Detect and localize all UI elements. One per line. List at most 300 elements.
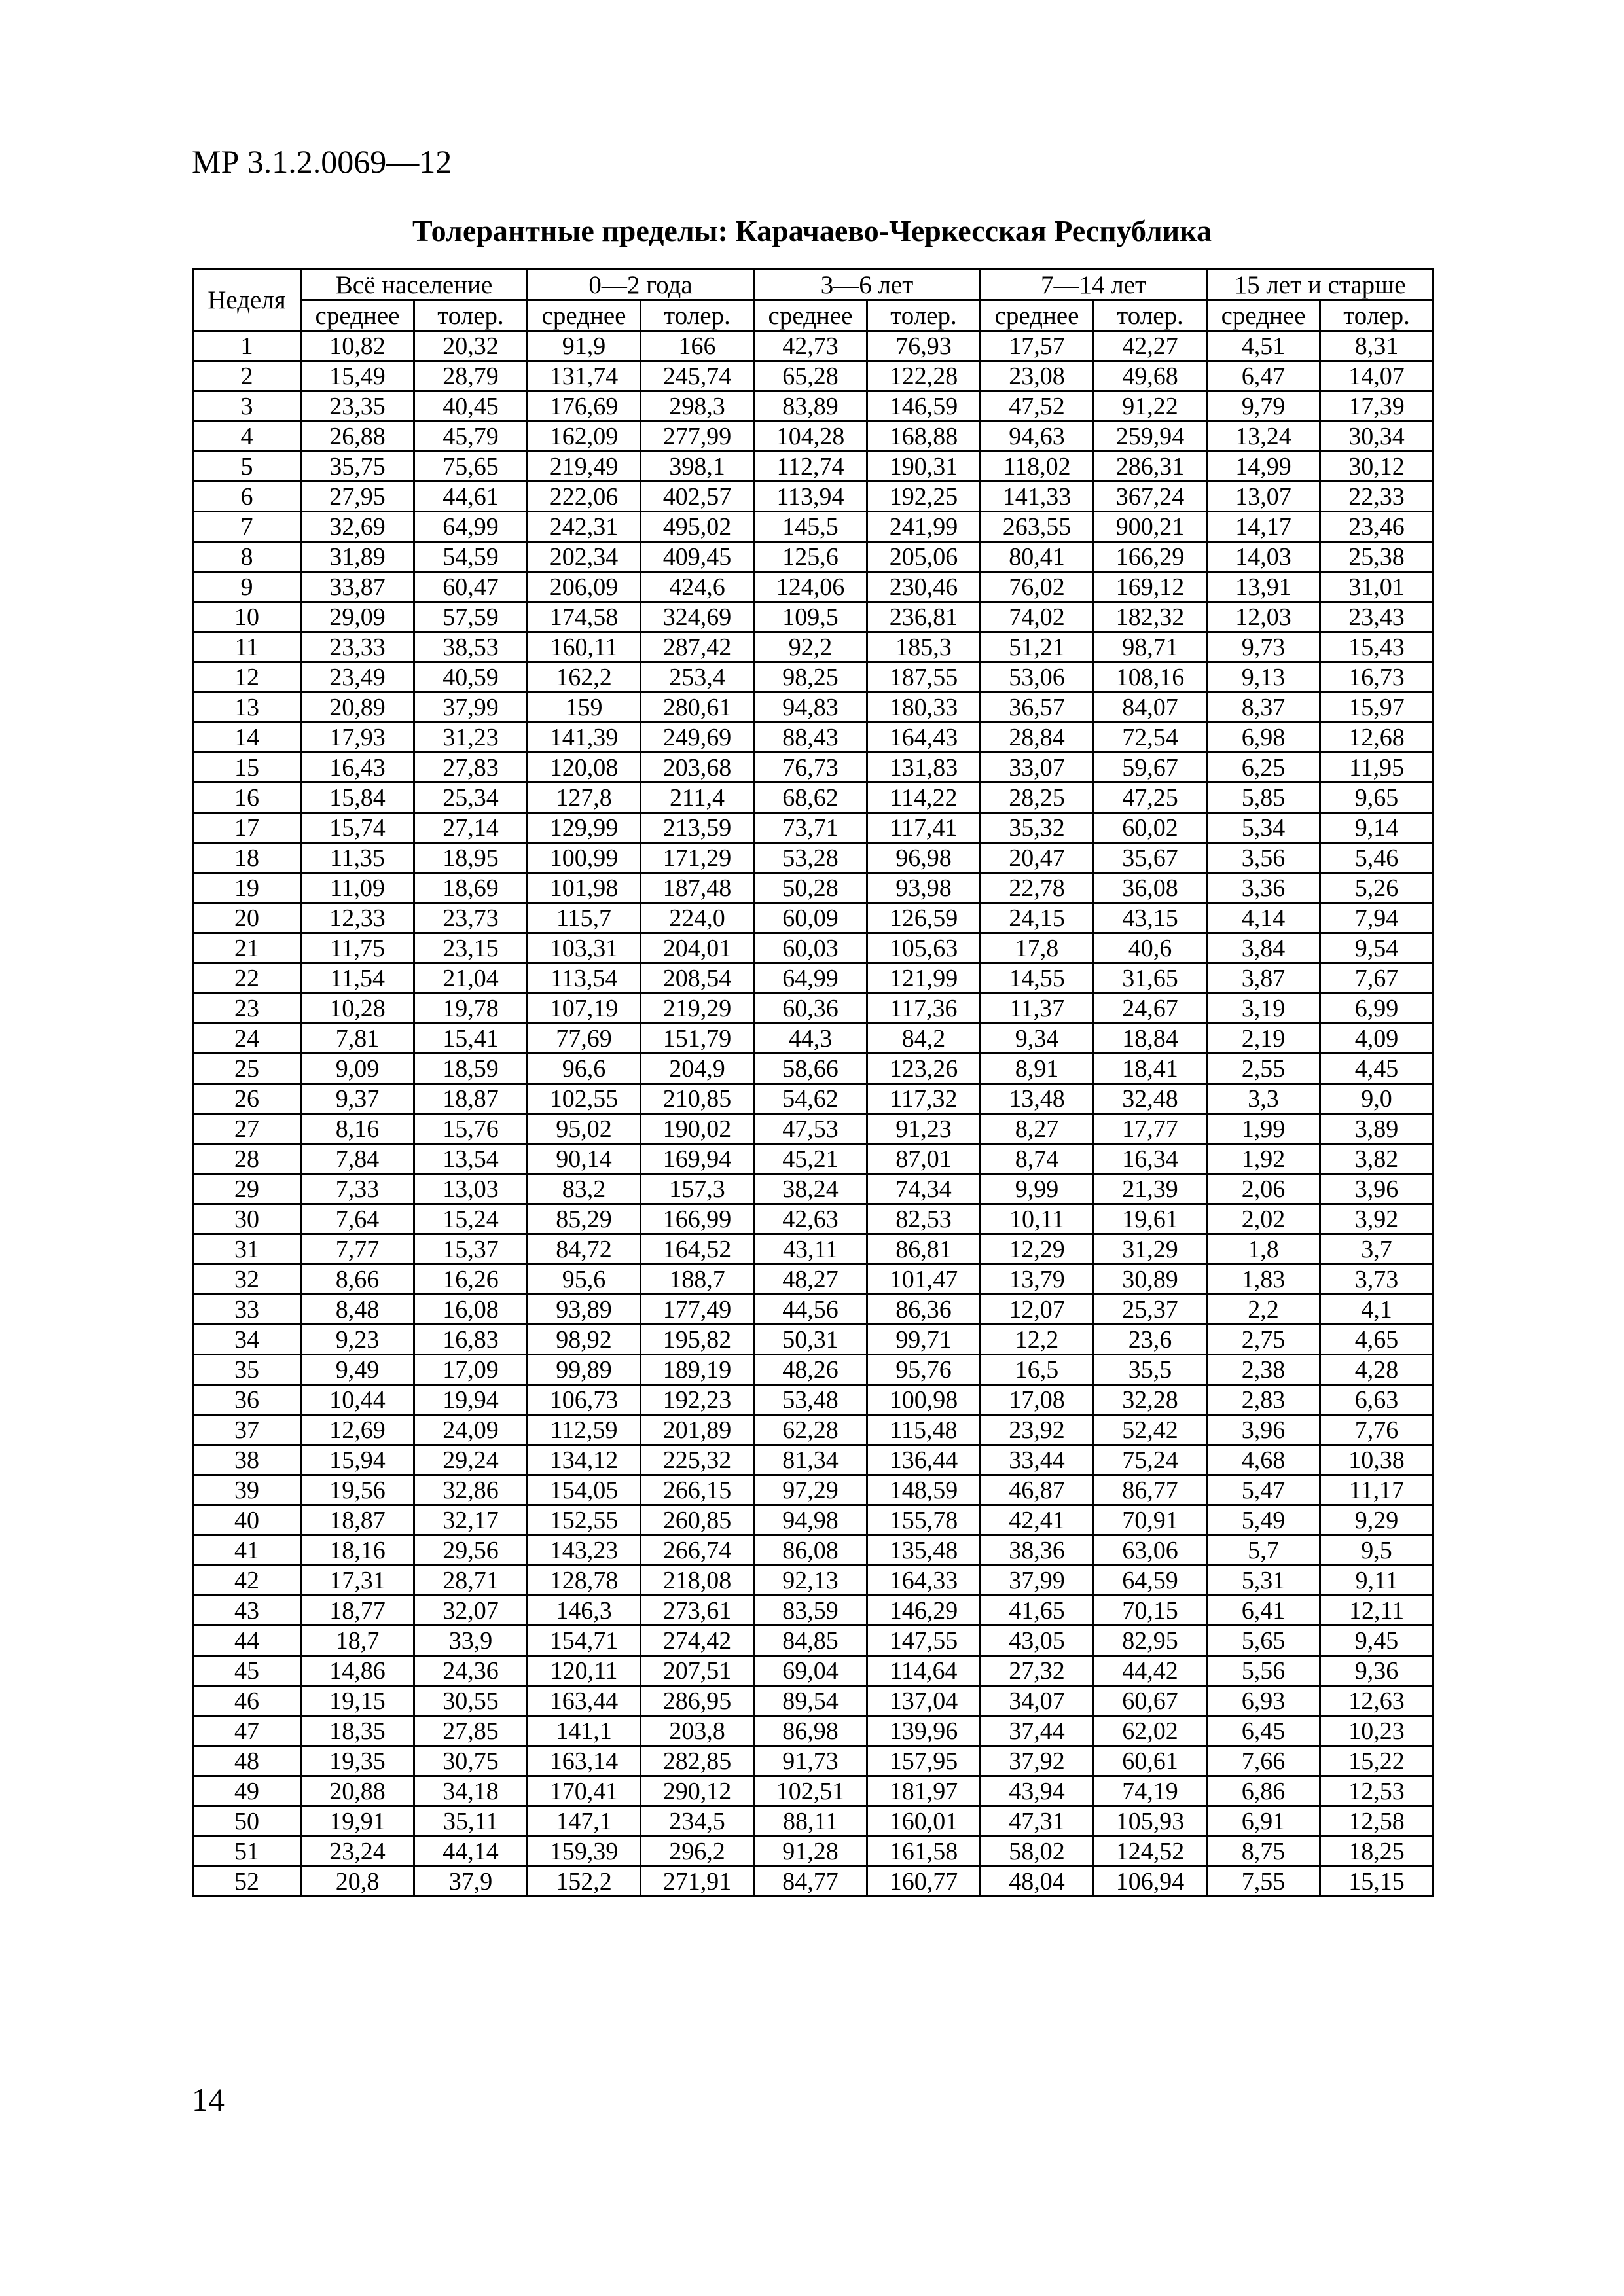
- value-cell: 5,65: [1207, 1626, 1320, 1656]
- sub-header-mean: среднее: [528, 300, 641, 331]
- value-cell: 64,99: [754, 963, 867, 994]
- value-cell: 6,93: [1207, 1686, 1320, 1716]
- value-cell: 92,13: [754, 1566, 867, 1596]
- value-cell: 37,92: [981, 1746, 1094, 1776]
- table-row: [193, 1505, 1434, 1535]
- week-cell: 16: [193, 783, 301, 813]
- value-cell: 74,34: [867, 1174, 981, 1204]
- value-cell: 260,85: [641, 1505, 754, 1535]
- value-cell: 3,82: [1320, 1144, 1434, 1174]
- value-cell: 9,5: [1320, 1535, 1434, 1566]
- sub-header-tolerance: толер.: [414, 300, 528, 331]
- value-cell: 147,1: [528, 1806, 641, 1837]
- value-cell: 70,91: [1094, 1505, 1207, 1535]
- value-cell: 3,96: [1320, 1174, 1434, 1204]
- group-header-age-3-6: 3—6 лет: [754, 270, 981, 300]
- value-cell: 4,28: [1320, 1355, 1434, 1385]
- value-cell: 113,54: [528, 963, 641, 994]
- table-row: [193, 1445, 1434, 1475]
- value-cell: 14,99: [1207, 452, 1320, 482]
- value-cell: 169,12: [1094, 572, 1207, 602]
- value-cell: 17,93: [301, 723, 414, 753]
- sub-header-mean: среднее: [301, 300, 414, 331]
- value-cell: 33,9: [414, 1626, 528, 1656]
- value-cell: 31,29: [1094, 1234, 1207, 1265]
- value-cell: 236,81: [867, 602, 981, 632]
- value-cell: 13,03: [414, 1174, 528, 1204]
- value-cell: 8,74: [981, 1144, 1094, 1174]
- value-cell: 11,17: [1320, 1475, 1434, 1505]
- value-cell: 18,7: [301, 1626, 414, 1656]
- value-cell: 13,79: [981, 1265, 1094, 1295]
- value-cell: 16,34: [1094, 1144, 1207, 1174]
- value-cell: 58,02: [981, 1837, 1094, 1867]
- value-cell: 117,41: [867, 813, 981, 843]
- value-cell: 164,33: [867, 1566, 981, 1596]
- value-cell: 75,24: [1094, 1445, 1207, 1475]
- value-cell: 30,75: [414, 1746, 528, 1776]
- value-cell: 117,32: [867, 1084, 981, 1114]
- value-cell: 70,15: [1094, 1596, 1207, 1626]
- group-header-all-population: Всё население: [301, 270, 528, 300]
- value-cell: 286,95: [641, 1686, 754, 1716]
- value-cell: 82,95: [1094, 1626, 1207, 1656]
- value-cell: 18,59: [414, 1054, 528, 1084]
- value-cell: 23,92: [981, 1415, 1094, 1445]
- value-cell: 108,16: [1094, 662, 1207, 692]
- value-cell: 224,0: [641, 903, 754, 933]
- week-cell: 3: [193, 391, 301, 422]
- value-cell: 27,14: [414, 813, 528, 843]
- table-row: [193, 1716, 1434, 1746]
- value-cell: 115,48: [867, 1415, 981, 1445]
- value-cell: 298,3: [641, 391, 754, 422]
- week-cell: 29: [193, 1174, 301, 1204]
- value-cell: 135,48: [867, 1535, 981, 1566]
- value-cell: 187,48: [641, 873, 754, 903]
- value-cell: 2,2: [1207, 1295, 1320, 1325]
- value-cell: 6,41: [1207, 1596, 1320, 1626]
- value-cell: 402,57: [641, 482, 754, 512]
- value-cell: 15,74: [301, 813, 414, 843]
- value-cell: 6,25: [1207, 753, 1320, 783]
- week-cell: 51: [193, 1837, 301, 1867]
- week-cell: 45: [193, 1656, 301, 1686]
- table-row: [193, 813, 1434, 843]
- value-cell: 287,42: [641, 632, 754, 662]
- value-cell: 7,94: [1320, 903, 1434, 933]
- value-cell: 121,99: [867, 963, 981, 994]
- value-cell: 35,11: [414, 1806, 528, 1837]
- value-cell: 9,45: [1320, 1626, 1434, 1656]
- value-cell: 30,89: [1094, 1265, 1207, 1295]
- value-cell: 48,26: [754, 1355, 867, 1385]
- value-cell: 60,03: [754, 933, 867, 963]
- value-cell: 11,09: [301, 873, 414, 903]
- value-cell: 192,25: [867, 482, 981, 512]
- value-cell: 98,92: [528, 1325, 641, 1355]
- value-cell: 147,55: [867, 1626, 981, 1656]
- value-cell: 69,04: [754, 1656, 867, 1686]
- value-cell: 3,87: [1207, 963, 1320, 994]
- value-cell: 155,78: [867, 1505, 981, 1535]
- value-cell: 19,35: [301, 1746, 414, 1776]
- value-cell: 273,61: [641, 1596, 754, 1626]
- table-row: [193, 632, 1434, 662]
- value-cell: 249,69: [641, 723, 754, 753]
- value-cell: 15,15: [1320, 1867, 1434, 1897]
- value-cell: 23,46: [1320, 512, 1434, 542]
- value-cell: 45,79: [414, 422, 528, 452]
- value-cell: 33,07: [981, 753, 1094, 783]
- value-cell: 190,31: [867, 452, 981, 482]
- value-cell: 29,09: [301, 602, 414, 632]
- value-cell: 95,02: [528, 1114, 641, 1144]
- week-column-header: Неделя: [193, 270, 301, 331]
- value-cell: 91,73: [754, 1746, 867, 1776]
- value-cell: 94,83: [754, 692, 867, 723]
- week-cell: 18: [193, 843, 301, 873]
- value-cell: 10,44: [301, 1385, 414, 1415]
- value-cell: 18,87: [301, 1505, 414, 1535]
- table-row: [193, 933, 1434, 963]
- table-row: [193, 422, 1434, 452]
- value-cell: 15,22: [1320, 1746, 1434, 1776]
- value-cell: 367,24: [1094, 482, 1207, 512]
- value-cell: 17,39: [1320, 391, 1434, 422]
- value-cell: 73,71: [754, 813, 867, 843]
- value-cell: 75,65: [414, 452, 528, 482]
- value-cell: 157,3: [641, 1174, 754, 1204]
- value-cell: 134,12: [528, 1445, 641, 1475]
- value-cell: 125,6: [754, 542, 867, 572]
- value-cell: 3,92: [1320, 1204, 1434, 1234]
- value-cell: 9,65: [1320, 783, 1434, 813]
- value-cell: 195,82: [641, 1325, 754, 1355]
- value-cell: 1,92: [1207, 1144, 1320, 1174]
- value-cell: 11,75: [301, 933, 414, 963]
- value-cell: 8,31: [1320, 331, 1434, 361]
- value-cell: 162,09: [528, 422, 641, 452]
- value-cell: 126,59: [867, 903, 981, 933]
- value-cell: 9,11: [1320, 1566, 1434, 1596]
- value-cell: 43,94: [981, 1776, 1094, 1806]
- value-cell: 136,44: [867, 1445, 981, 1475]
- value-cell: 9,0: [1320, 1084, 1434, 1114]
- value-cell: 113,94: [754, 482, 867, 512]
- value-cell: 18,25: [1320, 1837, 1434, 1867]
- value-cell: 14,55: [981, 963, 1094, 994]
- table-row: [193, 843, 1434, 873]
- value-cell: 80,41: [981, 542, 1094, 572]
- value-cell: 31,65: [1094, 963, 1207, 994]
- table-row: [193, 1415, 1434, 1445]
- value-cell: 41,65: [981, 1596, 1094, 1626]
- value-cell: 33,44: [981, 1445, 1094, 1475]
- week-cell: 25: [193, 1054, 301, 1084]
- value-cell: 15,84: [301, 783, 414, 813]
- week-cell: 39: [193, 1475, 301, 1505]
- value-cell: 131,74: [528, 361, 641, 391]
- value-cell: 102,51: [754, 1776, 867, 1806]
- value-cell: 15,41: [414, 1024, 528, 1054]
- value-cell: 31,23: [414, 723, 528, 753]
- value-cell: 65,28: [754, 361, 867, 391]
- value-cell: 162,2: [528, 662, 641, 692]
- value-cell: 18,95: [414, 843, 528, 873]
- week-cell: 13: [193, 692, 301, 723]
- value-cell: 37,99: [414, 692, 528, 723]
- value-cell: 77,69: [528, 1024, 641, 1054]
- value-cell: 23,08: [981, 361, 1094, 391]
- value-cell: 30,34: [1320, 422, 1434, 452]
- value-cell: 60,09: [754, 903, 867, 933]
- group-header-age-0-2: 0—2 года: [528, 270, 754, 300]
- table-row: [193, 1867, 1434, 1897]
- value-cell: 64,99: [414, 512, 528, 542]
- value-cell: 137,04: [867, 1686, 981, 1716]
- value-cell: 28,84: [981, 723, 1094, 753]
- value-cell: 7,81: [301, 1024, 414, 1054]
- table-row: [193, 994, 1434, 1024]
- value-cell: 14,03: [1207, 542, 1320, 572]
- value-cell: 4,51: [1207, 331, 1320, 361]
- value-cell: 29,24: [414, 1445, 528, 1475]
- value-cell: 18,35: [301, 1716, 414, 1746]
- value-cell: 204,9: [641, 1054, 754, 1084]
- value-cell: 35,5: [1094, 1355, 1207, 1385]
- table-row: [193, 903, 1434, 933]
- value-cell: 6,47: [1207, 361, 1320, 391]
- value-cell: 81,34: [754, 1445, 867, 1475]
- value-cell: 11,35: [301, 843, 414, 873]
- value-cell: 20,32: [414, 331, 528, 361]
- value-cell: 266,15: [641, 1475, 754, 1505]
- value-cell: 185,3: [867, 632, 981, 662]
- value-cell: 17,31: [301, 1566, 414, 1596]
- week-cell: 22: [193, 963, 301, 994]
- value-cell: 8,91: [981, 1054, 1094, 1084]
- value-cell: 7,64: [301, 1204, 414, 1234]
- table-row: [193, 1024, 1434, 1054]
- value-cell: 42,63: [754, 1204, 867, 1234]
- value-cell: 177,49: [641, 1295, 754, 1325]
- value-cell: 23,49: [301, 662, 414, 692]
- value-cell: 280,61: [641, 692, 754, 723]
- value-cell: 89,54: [754, 1686, 867, 1716]
- value-cell: 27,85: [414, 1716, 528, 1746]
- value-cell: 139,96: [867, 1716, 981, 1746]
- value-cell: 205,06: [867, 542, 981, 572]
- value-cell: 10,28: [301, 994, 414, 1024]
- value-cell: 20,88: [301, 1776, 414, 1806]
- value-cell: 190,02: [641, 1114, 754, 1144]
- value-cell: 180,33: [867, 692, 981, 723]
- value-cell: 3,19: [1207, 994, 1320, 1024]
- value-cell: 201,89: [641, 1415, 754, 1445]
- week-cell: 26: [193, 1084, 301, 1114]
- value-cell: 16,73: [1320, 662, 1434, 692]
- week-cell: 27: [193, 1114, 301, 1144]
- value-cell: 2,02: [1207, 1204, 1320, 1234]
- week-cell: 12: [193, 662, 301, 692]
- table-title: Толерантные пределы: Карачаево-Черкесская Республика: [412, 214, 1212, 247]
- value-cell: 8,66: [301, 1265, 414, 1295]
- value-cell: 74,02: [981, 602, 1094, 632]
- value-cell: 82,53: [867, 1204, 981, 1234]
- value-cell: 253,4: [641, 662, 754, 692]
- table-row: [193, 723, 1434, 753]
- value-cell: 91,23: [867, 1114, 981, 1144]
- value-cell: 8,16: [301, 1114, 414, 1144]
- table-row: [193, 1084, 1434, 1114]
- value-cell: 120,08: [528, 753, 641, 783]
- sub-header-mean: среднее: [981, 300, 1094, 331]
- value-cell: 112,74: [754, 452, 867, 482]
- value-cell: 141,33: [981, 482, 1094, 512]
- value-cell: 58,66: [754, 1054, 867, 1084]
- value-cell: 53,48: [754, 1385, 867, 1415]
- value-cell: 3,36: [1207, 873, 1320, 903]
- value-cell: 47,53: [754, 1114, 867, 1144]
- value-cell: 3,7: [1320, 1234, 1434, 1265]
- value-cell: 324,69: [641, 602, 754, 632]
- table-row: [193, 1806, 1434, 1837]
- value-cell: 25,38: [1320, 542, 1434, 572]
- value-cell: 174,58: [528, 602, 641, 632]
- value-cell: 3,56: [1207, 843, 1320, 873]
- value-cell: 59,67: [1094, 753, 1207, 783]
- value-cell: 6,99: [1320, 994, 1434, 1024]
- value-cell: 15,76: [414, 1114, 528, 1144]
- value-cell: 274,42: [641, 1626, 754, 1656]
- value-cell: 72,54: [1094, 723, 1207, 753]
- value-cell: 9,14: [1320, 813, 1434, 843]
- value-cell: 90,14: [528, 1144, 641, 1174]
- value-cell: 189,19: [641, 1355, 754, 1385]
- value-cell: 24,09: [414, 1415, 528, 1445]
- value-cell: 18,41: [1094, 1054, 1207, 1084]
- week-cell: 31: [193, 1234, 301, 1265]
- value-cell: 36,57: [981, 692, 1094, 723]
- value-cell: 424,6: [641, 572, 754, 602]
- value-cell: 13,48: [981, 1084, 1094, 1114]
- value-cell: 203,68: [641, 753, 754, 783]
- value-cell: 188,7: [641, 1265, 754, 1295]
- value-cell: 176,69: [528, 391, 641, 422]
- value-cell: 24,36: [414, 1656, 528, 1686]
- value-cell: 9,36: [1320, 1656, 1434, 1686]
- value-cell: 60,02: [1094, 813, 1207, 843]
- value-cell: 14,07: [1320, 361, 1434, 391]
- value-cell: 32,28: [1094, 1385, 1207, 1415]
- week-cell: 19: [193, 873, 301, 903]
- week-cell: 20: [193, 903, 301, 933]
- value-cell: 88,43: [754, 723, 867, 753]
- value-cell: 32,07: [414, 1596, 528, 1626]
- table-row: [193, 1656, 1434, 1686]
- value-cell: 84,07: [1094, 692, 1207, 723]
- table-row: [193, 1385, 1434, 1415]
- value-cell: 40,45: [414, 391, 528, 422]
- value-cell: 19,56: [301, 1475, 414, 1505]
- value-cell: 105,93: [1094, 1806, 1207, 1837]
- value-cell: 31,01: [1320, 572, 1434, 602]
- value-cell: 141,39: [528, 723, 641, 753]
- value-cell: 13,54: [414, 1144, 528, 1174]
- value-cell: 21,04: [414, 963, 528, 994]
- value-cell: 259,94: [1094, 422, 1207, 452]
- value-cell: 12,2: [981, 1325, 1094, 1355]
- value-cell: 157,95: [867, 1746, 981, 1776]
- table-row: [193, 1596, 1434, 1626]
- value-cell: 9,37: [301, 1084, 414, 1114]
- week-cell: 35: [193, 1355, 301, 1385]
- value-cell: 160,11: [528, 632, 641, 662]
- value-cell: 13,91: [1207, 572, 1320, 602]
- value-cell: 2,75: [1207, 1325, 1320, 1355]
- value-cell: 12,69: [301, 1415, 414, 1445]
- value-cell: 42,73: [754, 331, 867, 361]
- week-cell: 33: [193, 1295, 301, 1325]
- value-cell: 35,75: [301, 452, 414, 482]
- value-cell: 7,55: [1207, 1867, 1320, 1897]
- value-cell: 50,28: [754, 873, 867, 903]
- table-row: [193, 753, 1434, 783]
- value-cell: 15,49: [301, 361, 414, 391]
- value-cell: 50,31: [754, 1325, 867, 1355]
- week-cell: 38: [193, 1445, 301, 1475]
- value-cell: 42,41: [981, 1505, 1094, 1535]
- value-cell: 23,43: [1320, 602, 1434, 632]
- table-row: [193, 1144, 1434, 1174]
- table-row: [193, 361, 1434, 391]
- table-row: [193, 331, 1434, 361]
- value-cell: 22,33: [1320, 482, 1434, 512]
- value-cell: 95,6: [528, 1265, 641, 1295]
- value-cell: 146,29: [867, 1596, 981, 1626]
- group-header-row: [193, 270, 1434, 300]
- value-cell: 210,85: [641, 1084, 754, 1114]
- week-cell: 9: [193, 572, 301, 602]
- value-cell: 161,58: [867, 1837, 981, 1867]
- value-cell: 53,28: [754, 843, 867, 873]
- value-cell: 15,94: [301, 1445, 414, 1475]
- value-cell: 44,61: [414, 482, 528, 512]
- value-cell: 83,89: [754, 391, 867, 422]
- value-cell: 208,54: [641, 963, 754, 994]
- value-cell: 7,77: [301, 1234, 414, 1265]
- value-cell: 37,99: [981, 1566, 1094, 1596]
- document-code: МР 3.1.2.0069—12: [192, 143, 452, 180]
- value-cell: 28,25: [981, 783, 1094, 813]
- value-cell: 19,61: [1094, 1204, 1207, 1234]
- value-cell: 25,37: [1094, 1295, 1207, 1325]
- value-cell: 37,44: [981, 1716, 1094, 1746]
- table-row: [193, 542, 1434, 572]
- value-cell: 10,82: [301, 331, 414, 361]
- value-cell: 206,09: [528, 572, 641, 602]
- value-cell: 94,63: [981, 422, 1094, 452]
- value-cell: 88,11: [754, 1806, 867, 1837]
- value-cell: 245,74: [641, 361, 754, 391]
- value-cell: 12,29: [981, 1234, 1094, 1265]
- table-row: [193, 1325, 1434, 1355]
- value-cell: 12,07: [981, 1295, 1094, 1325]
- value-cell: 211,4: [641, 783, 754, 813]
- value-cell: 24,15: [981, 903, 1094, 933]
- value-cell: 96,98: [867, 843, 981, 873]
